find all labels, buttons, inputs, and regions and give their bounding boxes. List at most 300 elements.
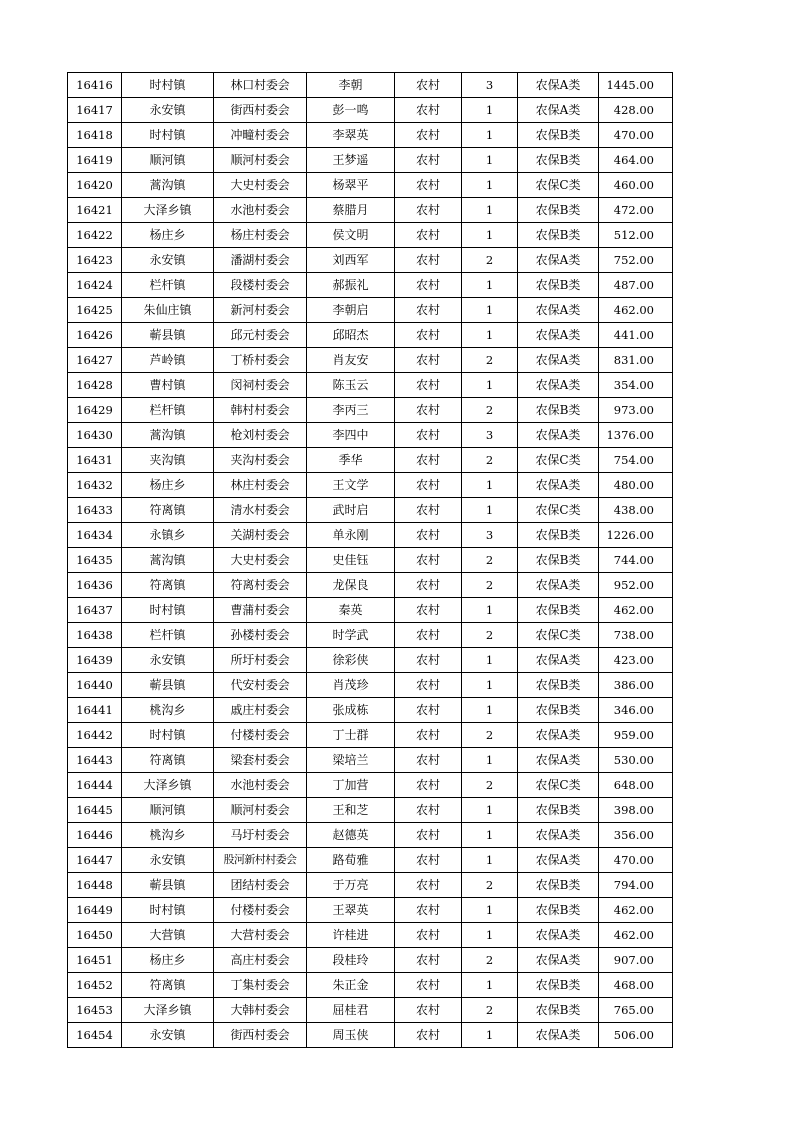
table-row <box>68 198 673 223</box>
record-id-cell: 16438 <box>68 623 122 648</box>
town-cell: 时村镇 <box>122 598 214 623</box>
household-count-cell: 2 <box>462 573 518 598</box>
name-cell: 李朝 <box>307 73 395 98</box>
amount-cell: 470.00 <box>599 123 673 148</box>
household-count-cell: 1 <box>462 473 518 498</box>
town-cell: 曹村镇 <box>122 373 214 398</box>
amount-cell: 907.00 <box>599 948 673 973</box>
record-id-cell: 16420 <box>68 173 122 198</box>
amount-cell: 1226.00 <box>599 523 673 548</box>
household-count-cell: 1 <box>462 298 518 323</box>
area-type-cell: 农村 <box>395 1023 462 1048</box>
name-cell: 周玉侠 <box>307 1023 395 1048</box>
record-id-cell: 16434 <box>68 523 122 548</box>
town-cell: 永安镇 <box>122 98 214 123</box>
amount-cell: 959.00 <box>599 723 673 748</box>
area-type-cell: 农村 <box>395 473 462 498</box>
insurance-category-cell: 农保B类 <box>518 598 599 623</box>
amount-cell: 472.00 <box>599 198 673 223</box>
amount-cell: 530.00 <box>599 748 673 773</box>
name-cell: 徐彩侠 <box>307 648 395 673</box>
area-type-cell: 农村 <box>395 423 462 448</box>
village-committee-cell: 林庄村委会 <box>214 473 307 498</box>
area-type-cell: 农村 <box>395 798 462 823</box>
insurance-category-cell: 农保B类 <box>518 398 599 423</box>
village-committee-cell: 大史村委会 <box>214 548 307 573</box>
household-count-cell: 1 <box>462 973 518 998</box>
table-row <box>68 573 673 598</box>
data-table <box>67 72 673 1048</box>
table-row <box>68 548 673 573</box>
village-committee-cell: 枪刘村委会 <box>214 423 307 448</box>
amount-cell: 506.00 <box>599 1023 673 1048</box>
insurance-category-cell: 农保B类 <box>518 973 599 998</box>
name-cell: 王和芝 <box>307 798 395 823</box>
village-committee-cell: 大史村委会 <box>214 173 307 198</box>
area-type-cell: 农村 <box>395 523 462 548</box>
table-row <box>68 148 673 173</box>
area-type-cell: 农村 <box>395 673 462 698</box>
record-id-cell: 16444 <box>68 773 122 798</box>
name-cell: 郝振礼 <box>307 273 395 298</box>
record-id-cell: 16427 <box>68 348 122 373</box>
table-row <box>68 848 673 873</box>
amount-cell: 487.00 <box>599 273 673 298</box>
insurance-category-cell: 农保B类 <box>518 698 599 723</box>
village-committee-cell: 水池村委会 <box>214 773 307 798</box>
town-cell: 桃沟乡 <box>122 698 214 723</box>
insurance-category-cell: 农保C类 <box>518 448 599 473</box>
town-cell: 时村镇 <box>122 898 214 923</box>
name-cell: 丁加营 <box>307 773 395 798</box>
town-cell: 蒿沟镇 <box>122 423 214 448</box>
name-cell: 龙保良 <box>307 573 395 598</box>
town-cell: 永镇乡 <box>122 523 214 548</box>
insurance-category-cell: 农保B类 <box>518 873 599 898</box>
area-type-cell: 农村 <box>395 373 462 398</box>
name-cell: 时学武 <box>307 623 395 648</box>
record-id-cell: 16422 <box>68 223 122 248</box>
household-count-cell: 1 <box>462 923 518 948</box>
name-cell: 武时启 <box>307 498 395 523</box>
amount-cell: 386.00 <box>599 673 673 698</box>
table-row <box>68 673 673 698</box>
household-count-cell: 2 <box>462 348 518 373</box>
town-cell: 永安镇 <box>122 248 214 273</box>
record-id-cell: 16452 <box>68 973 122 998</box>
household-count-cell: 1 <box>462 498 518 523</box>
insurance-category-cell: 农保B类 <box>518 123 599 148</box>
area-type-cell: 农村 <box>395 848 462 873</box>
area-type-cell: 农村 <box>395 698 462 723</box>
table-row <box>68 173 673 198</box>
amount-cell: 973.00 <box>599 398 673 423</box>
village-committee-cell: 马圩村委会 <box>214 823 307 848</box>
household-count-cell: 1 <box>462 323 518 348</box>
household-count-cell: 2 <box>462 998 518 1023</box>
household-count-cell: 2 <box>462 773 518 798</box>
table-row <box>68 298 673 323</box>
amount-cell: 462.00 <box>599 298 673 323</box>
table-row <box>68 973 673 998</box>
record-id-cell: 16428 <box>68 373 122 398</box>
town-cell: 杨庄乡 <box>122 473 214 498</box>
village-committee-cell: 孙楼村委会 <box>214 623 307 648</box>
record-id-cell: 16421 <box>68 198 122 223</box>
area-type-cell: 农村 <box>395 648 462 673</box>
household-count-cell: 2 <box>462 448 518 473</box>
insurance-category-cell: 农保A类 <box>518 573 599 598</box>
village-committee-cell: 代安村委会 <box>214 673 307 698</box>
village-committee-cell: 团结村委会 <box>214 873 307 898</box>
town-cell: 杨庄乡 <box>122 223 214 248</box>
insurance-category-cell: 农保A类 <box>518 73 599 98</box>
household-count-cell: 1 <box>462 648 518 673</box>
insurance-category-cell: 农保A类 <box>518 423 599 448</box>
town-cell: 时村镇 <box>122 123 214 148</box>
table-row <box>68 373 673 398</box>
village-committee-cell: 梁套村委会 <box>214 748 307 773</box>
town-cell: 大泽乡镇 <box>122 998 214 1023</box>
record-id-cell: 16419 <box>68 148 122 173</box>
town-cell: 栏杆镇 <box>122 623 214 648</box>
village-committee-cell: 闵祠村委会 <box>214 373 307 398</box>
village-committee-cell: 邱元村委会 <box>214 323 307 348</box>
record-id-cell: 16447 <box>68 848 122 873</box>
village-committee-cell: 符离村委会 <box>214 573 307 598</box>
record-id-cell: 16445 <box>68 798 122 823</box>
insurance-category-cell: 农保A类 <box>518 248 599 273</box>
table-row <box>68 823 673 848</box>
village-committee-cell: 丁集村委会 <box>214 973 307 998</box>
name-cell: 陈玉云 <box>307 373 395 398</box>
record-id-cell: 16454 <box>68 1023 122 1048</box>
insurance-category-cell: 农保A类 <box>518 823 599 848</box>
amount-cell: 512.00 <box>599 223 673 248</box>
amount-cell: 754.00 <box>599 448 673 473</box>
area-type-cell: 农村 <box>395 298 462 323</box>
town-cell: 芦岭镇 <box>122 348 214 373</box>
town-cell: 桃沟乡 <box>122 823 214 848</box>
name-cell: 李朝启 <box>307 298 395 323</box>
area-type-cell: 农村 <box>395 348 462 373</box>
town-cell: 蕲县镇 <box>122 873 214 898</box>
area-type-cell: 农村 <box>395 148 462 173</box>
table-row <box>68 523 673 548</box>
table-row <box>68 498 673 523</box>
table-row <box>68 798 673 823</box>
household-count-cell: 3 <box>462 73 518 98</box>
household-count-cell: 2 <box>462 248 518 273</box>
insurance-category-cell: 农保A类 <box>518 348 599 373</box>
insurance-category-cell: 农保A类 <box>518 473 599 498</box>
town-cell: 符离镇 <box>122 498 214 523</box>
town-cell: 杨庄乡 <box>122 948 214 973</box>
record-id-cell: 16431 <box>68 448 122 473</box>
village-committee-cell: 林口村委会 <box>214 73 307 98</box>
village-committee-cell: 曹蒲村委会 <box>214 598 307 623</box>
insurance-category-cell: 农保B类 <box>518 198 599 223</box>
village-committee-cell: 冲疃村委会 <box>214 123 307 148</box>
insurance-category-cell: 农保C类 <box>518 623 599 648</box>
amount-cell: 738.00 <box>599 623 673 648</box>
town-cell: 符离镇 <box>122 573 214 598</box>
table-row <box>68 448 673 473</box>
table-row <box>68 623 673 648</box>
village-committee-cell: 付楼村委会 <box>214 723 307 748</box>
household-count-cell: 1 <box>462 273 518 298</box>
area-type-cell: 农村 <box>395 948 462 973</box>
area-type-cell: 农村 <box>395 273 462 298</box>
area-type-cell: 农村 <box>395 873 462 898</box>
village-committee-cell: 街西村委会 <box>214 1023 307 1048</box>
record-id-cell: 16449 <box>68 898 122 923</box>
record-id-cell: 16423 <box>68 248 122 273</box>
town-cell: 栏杆镇 <box>122 398 214 423</box>
village-committee-cell: 新河村委会 <box>214 298 307 323</box>
insurance-category-cell: 农保C类 <box>518 498 599 523</box>
name-cell: 张成栋 <box>307 698 395 723</box>
amount-cell: 1445.00 <box>599 73 673 98</box>
area-type-cell: 农村 <box>395 448 462 473</box>
area-type-cell: 农村 <box>395 623 462 648</box>
village-committee-cell: 付楼村委会 <box>214 898 307 923</box>
record-id-cell: 16417 <box>68 98 122 123</box>
household-count-cell: 2 <box>462 873 518 898</box>
insurance-category-cell: 农保A类 <box>518 373 599 398</box>
amount-cell: 462.00 <box>599 923 673 948</box>
amount-cell: 794.00 <box>599 873 673 898</box>
household-count-cell: 2 <box>462 398 518 423</box>
insurance-category-cell: 农保A类 <box>518 298 599 323</box>
record-id-cell: 16443 <box>68 748 122 773</box>
town-cell: 栏杆镇 <box>122 273 214 298</box>
village-committee-cell: 韩村村委会 <box>214 398 307 423</box>
town-cell: 蕲县镇 <box>122 323 214 348</box>
area-type-cell: 农村 <box>395 123 462 148</box>
insurance-category-cell: 农保B类 <box>518 798 599 823</box>
insurance-category-cell: 农保A类 <box>518 723 599 748</box>
name-cell: 蔡腊月 <box>307 198 395 223</box>
name-cell: 彭一鸣 <box>307 98 395 123</box>
amount-cell: 952.00 <box>599 573 673 598</box>
insurance-category-cell: 农保B类 <box>518 523 599 548</box>
insurance-category-cell: 农保B类 <box>518 673 599 698</box>
name-cell: 侯文明 <box>307 223 395 248</box>
household-count-cell: 1 <box>462 698 518 723</box>
area-type-cell: 农村 <box>395 223 462 248</box>
record-id-cell: 16418 <box>68 123 122 148</box>
name-cell: 路荀雅 <box>307 848 395 873</box>
amount-cell: 1376.00 <box>599 423 673 448</box>
area-type-cell: 农村 <box>395 173 462 198</box>
insurance-category-cell: 农保B类 <box>518 998 599 1023</box>
village-committee-cell: 夹沟村委会 <box>214 448 307 473</box>
insurance-category-cell: 农保A类 <box>518 323 599 348</box>
town-cell: 朱仙庄镇 <box>122 298 214 323</box>
village-committee-cell: 水池村委会 <box>214 198 307 223</box>
town-cell: 大泽乡镇 <box>122 198 214 223</box>
village-committee-cell: 戚庄村委会 <box>214 698 307 723</box>
insurance-category-cell: 农保C类 <box>518 773 599 798</box>
name-cell: 屈桂君 <box>307 998 395 1023</box>
table-row <box>68 698 673 723</box>
table-row <box>68 398 673 423</box>
insurance-category-cell: 农保B类 <box>518 223 599 248</box>
insurance-category-cell: 农保C类 <box>518 173 599 198</box>
village-committee-cell: 潘湖村委会 <box>214 248 307 273</box>
table-row <box>68 923 673 948</box>
household-count-cell: 1 <box>462 123 518 148</box>
area-type-cell: 农村 <box>395 98 462 123</box>
town-cell: 蕲县镇 <box>122 673 214 698</box>
area-type-cell: 农村 <box>395 398 462 423</box>
insurance-category-cell: 农保B类 <box>518 148 599 173</box>
record-id-cell: 16441 <box>68 698 122 723</box>
area-type-cell: 农村 <box>395 723 462 748</box>
insurance-category-cell: 农保B类 <box>518 898 599 923</box>
name-cell: 于万亮 <box>307 873 395 898</box>
village-committee-cell: 顺河村委会 <box>214 148 307 173</box>
amount-cell: 438.00 <box>599 498 673 523</box>
record-id-cell: 16442 <box>68 723 122 748</box>
record-id-cell: 16439 <box>68 648 122 673</box>
household-count-cell: 1 <box>462 1023 518 1048</box>
name-cell: 许桂进 <box>307 923 395 948</box>
household-count-cell: 1 <box>462 98 518 123</box>
area-type-cell: 农村 <box>395 573 462 598</box>
name-cell: 史佳钰 <box>307 548 395 573</box>
household-count-cell: 1 <box>462 223 518 248</box>
insurance-category-cell: 农保B类 <box>518 273 599 298</box>
table-row <box>68 73 673 98</box>
town-cell: 时村镇 <box>122 73 214 98</box>
household-count-cell: 1 <box>462 798 518 823</box>
table-row <box>68 873 673 898</box>
name-cell: 邱昭杰 <box>307 323 395 348</box>
amount-cell: 462.00 <box>599 598 673 623</box>
name-cell: 段桂玲 <box>307 948 395 973</box>
record-id-cell: 16453 <box>68 998 122 1023</box>
name-cell: 秦英 <box>307 598 395 623</box>
amount-cell: 346.00 <box>599 698 673 723</box>
village-committee-cell: 杨庄村委会 <box>214 223 307 248</box>
table-row <box>68 348 673 373</box>
insurance-category-cell: 农保A类 <box>518 948 599 973</box>
insurance-category-cell: 农保A类 <box>518 748 599 773</box>
record-id-cell: 16450 <box>68 923 122 948</box>
village-committee-cell: 关湖村委会 <box>214 523 307 548</box>
amount-cell: 744.00 <box>599 548 673 573</box>
village-committee-cell: 街西村委会 <box>214 98 307 123</box>
area-type-cell: 农村 <box>395 748 462 773</box>
household-count-cell: 1 <box>462 898 518 923</box>
name-cell: 王文学 <box>307 473 395 498</box>
household-count-cell: 1 <box>462 173 518 198</box>
household-count-cell: 1 <box>462 673 518 698</box>
area-type-cell: 农村 <box>395 598 462 623</box>
area-type-cell: 农村 <box>395 998 462 1023</box>
area-type-cell: 农村 <box>395 198 462 223</box>
town-cell: 永安镇 <box>122 848 214 873</box>
area-type-cell: 农村 <box>395 248 462 273</box>
table-row <box>68 998 673 1023</box>
table-row <box>68 748 673 773</box>
town-cell: 蒿沟镇 <box>122 548 214 573</box>
area-type-cell: 农村 <box>395 773 462 798</box>
record-id-cell: 16430 <box>68 423 122 448</box>
record-id-cell: 16446 <box>68 823 122 848</box>
table-row <box>68 948 673 973</box>
name-cell: 梁培兰 <box>307 748 395 773</box>
household-count-cell: 1 <box>462 148 518 173</box>
area-type-cell: 农村 <box>395 898 462 923</box>
area-type-cell: 农村 <box>395 548 462 573</box>
amount-cell: 468.00 <box>599 973 673 998</box>
household-count-cell: 1 <box>462 598 518 623</box>
village-committee-cell: 所圩村委会 <box>214 648 307 673</box>
record-id-cell: 16437 <box>68 598 122 623</box>
amount-cell: 464.00 <box>599 148 673 173</box>
area-type-cell: 农村 <box>395 323 462 348</box>
table-row <box>68 423 673 448</box>
town-cell: 永安镇 <box>122 1023 214 1048</box>
name-cell: 王翠英 <box>307 898 395 923</box>
name-cell: 刘西军 <box>307 248 395 273</box>
name-cell: 李翠英 <box>307 123 395 148</box>
name-cell: 单永刚 <box>307 523 395 548</box>
area-type-cell: 农村 <box>395 823 462 848</box>
record-id-cell: 16424 <box>68 273 122 298</box>
amount-cell: 398.00 <box>599 798 673 823</box>
amount-cell: 470.00 <box>599 848 673 873</box>
table-row <box>68 273 673 298</box>
village-committee-cell: 大韩村委会 <box>214 998 307 1023</box>
table-row <box>68 473 673 498</box>
household-count-cell: 3 <box>462 523 518 548</box>
village-committee-cell: 段楼村委会 <box>214 273 307 298</box>
insurance-category-cell: 农保A类 <box>518 848 599 873</box>
area-type-cell: 农村 <box>395 973 462 998</box>
household-count-cell: 2 <box>462 623 518 648</box>
record-id-cell: 16451 <box>68 948 122 973</box>
area-type-cell: 农村 <box>395 498 462 523</box>
record-id-cell: 16448 <box>68 873 122 898</box>
household-count-cell: 1 <box>462 823 518 848</box>
record-id-cell: 16432 <box>68 473 122 498</box>
village-committee-cell: 高庄村委会 <box>214 948 307 973</box>
amount-cell: 765.00 <box>599 998 673 1023</box>
household-count-cell: 3 <box>462 423 518 448</box>
area-type-cell: 农村 <box>395 73 462 98</box>
name-cell: 赵德英 <box>307 823 395 848</box>
insurance-category-cell: 农保A类 <box>518 923 599 948</box>
town-cell: 符离镇 <box>122 973 214 998</box>
table-row <box>68 898 673 923</box>
table-row <box>68 98 673 123</box>
name-cell: 李丙三 <box>307 398 395 423</box>
amount-cell: 428.00 <box>599 98 673 123</box>
insurance-category-cell: 农保B类 <box>518 548 599 573</box>
table-row <box>68 723 673 748</box>
record-id-cell: 16426 <box>68 323 122 348</box>
household-count-cell: 1 <box>462 748 518 773</box>
record-id-cell: 16429 <box>68 398 122 423</box>
record-id-cell: 16433 <box>68 498 122 523</box>
town-cell: 夹沟镇 <box>122 448 214 473</box>
town-cell: 时村镇 <box>122 723 214 748</box>
village-committee-cell: 大营村委会 <box>214 923 307 948</box>
